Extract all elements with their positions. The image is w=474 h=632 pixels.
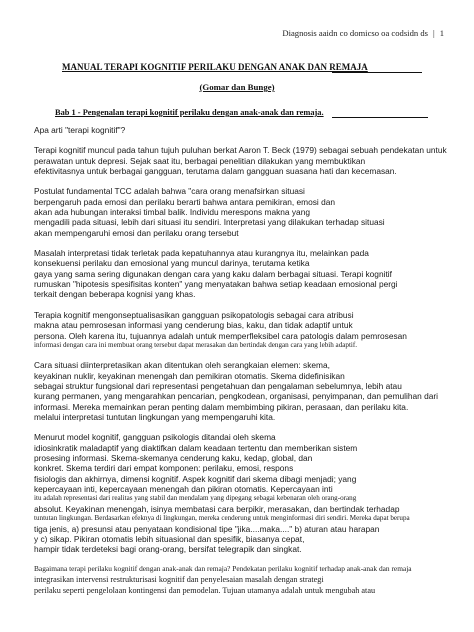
- text-line: prosesing informasi. Skema-skemanya cenderung kaku, kedap, global, dan: [34, 453, 313, 463]
- running-header-text: Diagnosis aaidn co domicso oa codsidn ds: [282, 28, 428, 38]
- text-line: efektivitasnya untuk berbagai gangguan, terutama dalam gangguan suasana hati dan kecemasan.: [34, 166, 397, 177]
- text-line: mengadili pada situasi, lebih dari situasi itu sendiri. Interpretasi yang dilakukan terhadap situasi: [34, 217, 385, 228]
- text-line: kepercayaan inti, kepercayaan menengah dan pikiran otomatis. Kepercayaan inti: [34, 484, 333, 495]
- text-line: konsekuensi perilaku dan emosional yang muncul darinya, terutama ketika: [34, 258, 310, 269]
- document-authors: (Gomar dan Bunge): [199, 82, 275, 92]
- text-line: Menurut model kognitif, gangguan psikologis ditandai oleh skema: [34, 432, 276, 443]
- text-line: perawatan untuk depresi. Sejak saat itu, berbagai penelitian dilakukan yang membuktikan: [34, 155, 366, 166]
- text-line: idiosinkratik maladaptif yang diaktifkan dalam keadaan tertentu dan memberikan sistem: [34, 442, 358, 453]
- section-question: Apa arti "terapi kognitif"?: [34, 125, 126, 135]
- paragraph: [34, 186, 448, 238]
- text-line: tuntutan lingkungan. Berdasarkan efeknya di lingkungan, mereka cenderung untuk menginformasi diri sendiri. Mereka dapat berupa: [34, 514, 410, 523]
- document-title: MANUAL TERAPI KOGNITIF PERILAKU DENGAN ANAK DAN REMAJA: [62, 62, 368, 72]
- text-line: Masalah interpretasi tidak terletak pada kepatuhannya atau kurangnya itu, melainkan pada: [34, 248, 369, 259]
- text-line: keyakinan nuklir, keyakinan menengah dan pemikiran otomatis. Skema didefinisikan: [34, 370, 345, 381]
- title-underline-rule: [332, 72, 422, 73]
- chapter-underline-rule: [332, 117, 428, 118]
- text-line: rumuskan "hipotesis spesifisitas konten" yang menyatakan bahwa setiap keadaan emosional pergi: [34, 279, 398, 290]
- text-line: gaya yang sama sering digunakan dengan cara yang kaku dalam berbagai situasi. Terapi kognitif: [34, 268, 392, 279]
- running-header: [282, 28, 444, 38]
- text-line: Terapi kognitif muncul pada tahun tujuh puluhan berkat Aaron T. Beck (1979) sebagai sebuah pendekatan untuk: [34, 145, 447, 156]
- paragraph: [34, 145, 448, 176]
- text-line: melalui interpretasi tuntutan lingkungan yang mempengaruhi kita.: [34, 411, 276, 422]
- text-line: informasi. Mereka memainkan peran penting dalam membimbing pikiran, perasaan, dan perilaku kita.: [34, 401, 409, 412]
- paragraph: [34, 310, 448, 350]
- text-line: kurang permanen, yang mengarahkan pencarian, pengkodean, organisasi, penyimpanan, dan pemulihan dari: [34, 391, 439, 402]
- paragraph: [34, 360, 448, 422]
- text-line: perilaku seperti pengelolaan kontingensi dan pemodelan. Tujuan utamanya adalah untuk mengubah atau: [34, 586, 376, 596]
- paragraph: [34, 563, 448, 597]
- text-line: Bagaimana terapi perilaku kognitif dengan anak-anak dan remaja? Pendekatan perilaku kognitif terhadap anak-anak dan remaja: [34, 563, 412, 573]
- text-line: Cara situasi diinterpretasikan akan ditentukan oleh serangkaian elemen: skema,: [34, 360, 330, 371]
- text-line: sebagai struktur fungsional dari representasi pengetahuan dan pengalaman sebelumnya, lebih atau: [34, 380, 402, 391]
- document-body: [34, 123, 448, 607]
- text-line: fisiologis dan akhirnya, dimensi kognitif. Aspek kognitif dari skema dibagi menjadi; yang: [34, 473, 357, 484]
- text-line: absolut. Keyakinan menengah, isinya membatasi cara berpikir, merasakan, dan bertindak terhadap: [34, 503, 400, 514]
- text-line: Terapia kognitif mengonseptualisasikan gangguan psikopatologis sebagai cara atribusi: [34, 309, 354, 320]
- text-line: konkret. Skema terdiri dari empat komponen: perilaku, emosi, respons: [34, 463, 294, 474]
- chapter-heading: Bab 1 - Pengenalan terapi kognitif perilaku dengan anak-anak dan remaja.: [55, 108, 324, 117]
- paragraph: [34, 432, 448, 554]
- header-separator: |: [432, 28, 435, 38]
- text-line: itu adalah representasi dari realitas yang stabil dan mendalam yang dipegang sebagai kebenaran oleh orang-orang: [34, 494, 357, 503]
- text-line: berpengaruh pada emosi dan perilaku berarti bahwa antara pemikiran, emosi dan: [34, 196, 336, 207]
- text-line: integrasikan intervensi restrukturisasi kognitif dan penyelesaian masalah dengan strategi: [34, 574, 324, 584]
- paragraph: [34, 248, 448, 300]
- text-line: terkait dengan beberapa kognisi yang khas.: [34, 289, 196, 300]
- text-line: Postulat fundamental TCC adalah bahwa "cara orang menafsirkan situasi: [34, 186, 305, 197]
- text-line: hampir tidak terdeteksi bagi orang-orang, bersifat telegrapik dan singkat.: [34, 544, 302, 555]
- text-line: akan mempengaruhi emosi dan perilaku orang tersebut: [34, 227, 239, 238]
- page-number: 1: [439, 28, 444, 38]
- text-line: tiga jenis, a) presunsi atau penyataan kondisional tipe "jika....maka...." b) aturan atau harapan: [34, 523, 380, 534]
- text-line: persona. Oleh karena itu, tujuannya adalah untuk memperfleksibel cara patologis dalam pemrosesan: [34, 330, 407, 341]
- text-line: akan ada hubungan interaksi timbal balik. Individu merespons makna yang: [34, 207, 310, 218]
- text-line: y c) sikap. Pikiran otomatis lebih situasional dan spesifik, biasanya cepat,: [34, 533, 305, 544]
- text-line: makna atau pemrosesan informasi yang cenderung bias, kaku, dan tidak adaptif untuk: [34, 320, 353, 331]
- text-line: informasi dengan cara ini membuat orang tersebut dapat merasakan dan bertindak dengan cara yang lebih adaptif.: [34, 340, 358, 349]
